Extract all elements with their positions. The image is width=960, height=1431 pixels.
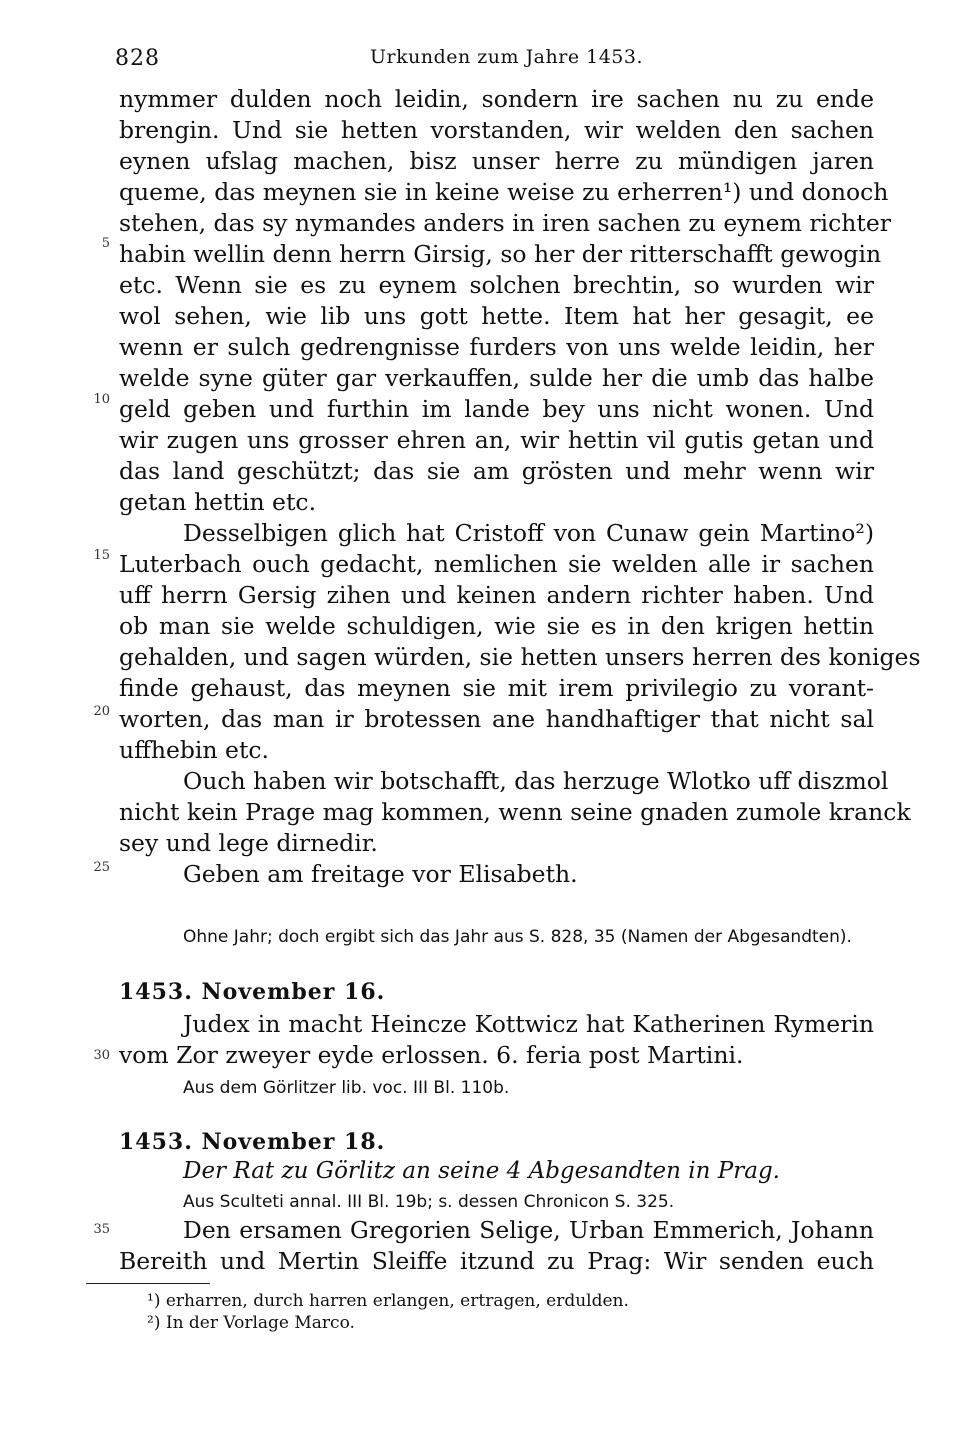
running-title: Urkunden zum Jahre 1453. <box>370 46 644 68</box>
text-line: Ouch haben wir botschafft, das herzuge Wlotko uff diszmol <box>183 767 889 795</box>
text-line: Geben am freitage vor Elisabeth. <box>183 860 578 888</box>
source-note: Aus dem Görlitzer lib. voc. III Bl. 110b. <box>183 1078 510 1098</box>
text-line: ob man sie welde schuldigen, wie sie es in den krigen hettin <box>119 612 874 640</box>
entry-heading: 1453. November 16. <box>119 979 386 1005</box>
entry-heading: 1453. November 18. <box>119 1129 386 1155</box>
text-line: uffhebin etc. <box>119 736 270 764</box>
line-number: 35 <box>93 1222 110 1237</box>
text-line: nymmer dulden noch leidin, sondern ire sachen nu zu ende <box>119 85 874 113</box>
text-line: welde syne güter gar verkauffen, sulde her die umb das halbe <box>119 364 874 392</box>
line-number: 15 <box>93 548 110 563</box>
source-note: Aus Sculteti annal. III Bl. 19b; s. dessen Chronicon S. 325. <box>183 1192 675 1212</box>
page-header <box>115 46 875 76</box>
line-number: 25 <box>93 860 110 875</box>
source-note: Ohne Jahr; doch ergibt sich das Jahr aus S. 828, 35 (Namen der Abgesandten). <box>183 927 852 947</box>
text-line: habin wellin denn herrn Girsig, so her der ritterschafft gewogin <box>119 240 882 268</box>
text-line: queme, das meynen sie in keine weise zu erherren¹) und donoch <box>119 178 889 206</box>
text-line: finde gehaust, das meynen sie mit irem privilegio zu vorant- <box>119 674 874 702</box>
text-line: gehalden, und sagen würden, sie hetten unsers herren des koniges <box>119 643 921 671</box>
text-line: Den ersamen Gregorien Selige, Urban Emmerich, Johann <box>183 1216 874 1244</box>
text-line: wir zugen uns grosser ehren an, wir hettin vil gutis getan und <box>119 426 874 454</box>
footnote: ¹) erharren, durch harren erlangen, ertragen, erdulden. <box>147 1291 629 1311</box>
text-line: stehen, das sy nymandes anders in iren sachen zu eynem richter <box>119 209 891 237</box>
text-line: getan hettin etc. <box>119 488 317 516</box>
line-number: 20 <box>93 704 110 719</box>
text-line: Judex in macht Heincze Kottwicz hat Katherinen Rymerin <box>183 1010 874 1038</box>
footnote-rule <box>86 1283 210 1284</box>
text-line: brengin. Und sie hetten vorstanden, wir welden den sachen <box>119 116 874 144</box>
line-number: 30 <box>93 1048 110 1063</box>
text-line: worten, das man ir brotessen ane handhaftiger that nicht sal <box>119 705 874 733</box>
entry-title: Der Rat zu Görlitz an seine 4 Abgesandten in Prag. <box>183 1158 780 1184</box>
footnote: ²) In der Vorlage Marco. <box>147 1313 355 1333</box>
text-line: vom Zor zweyer eyde erlossen. 6. feria post Martini. <box>119 1041 744 1069</box>
text-line: uff herrn Gersig zihen und keinen andern richter haben. Und <box>119 581 874 609</box>
text-line: sey und lege dirnedir. <box>119 829 378 857</box>
text-line: Desselbigen glich hat Cristoff von Cunaw gein Martino²) <box>183 519 874 547</box>
line-number: 10 <box>93 392 110 407</box>
text-line: eynen ufslag machen, bisz unser herre zu mündigen jaren <box>119 147 874 175</box>
text-line: wol sehen, wie lib uns gott hette. Item hat her gesagit, ee <box>119 302 874 330</box>
text-line: Bereith und Mertin Sleiffe itzund zu Prag: Wir senden euch <box>119 1247 874 1275</box>
text-line: etc. Wenn sie es zu eynem solchen brechtin, so wurden wir <box>119 271 874 299</box>
text-line: geld geben und furthin im lande bey uns nicht wonen. Und <box>119 395 874 423</box>
text-line: Luterbach ouch gedacht, nemlichen sie welden alle ir sachen <box>119 550 874 578</box>
page-number: 828 <box>115 46 160 71</box>
line-number: 5 <box>101 236 110 251</box>
text-line: nicht kein Prage mag kommen, wenn seine gnaden zumole kranck <box>119 798 911 826</box>
text-line: wenn er sulch gedrengnisse furders von uns welde leidin, her <box>119 333 874 361</box>
text-line: das land geschützt; das sie am grösten und mehr wenn wir <box>119 457 874 485</box>
